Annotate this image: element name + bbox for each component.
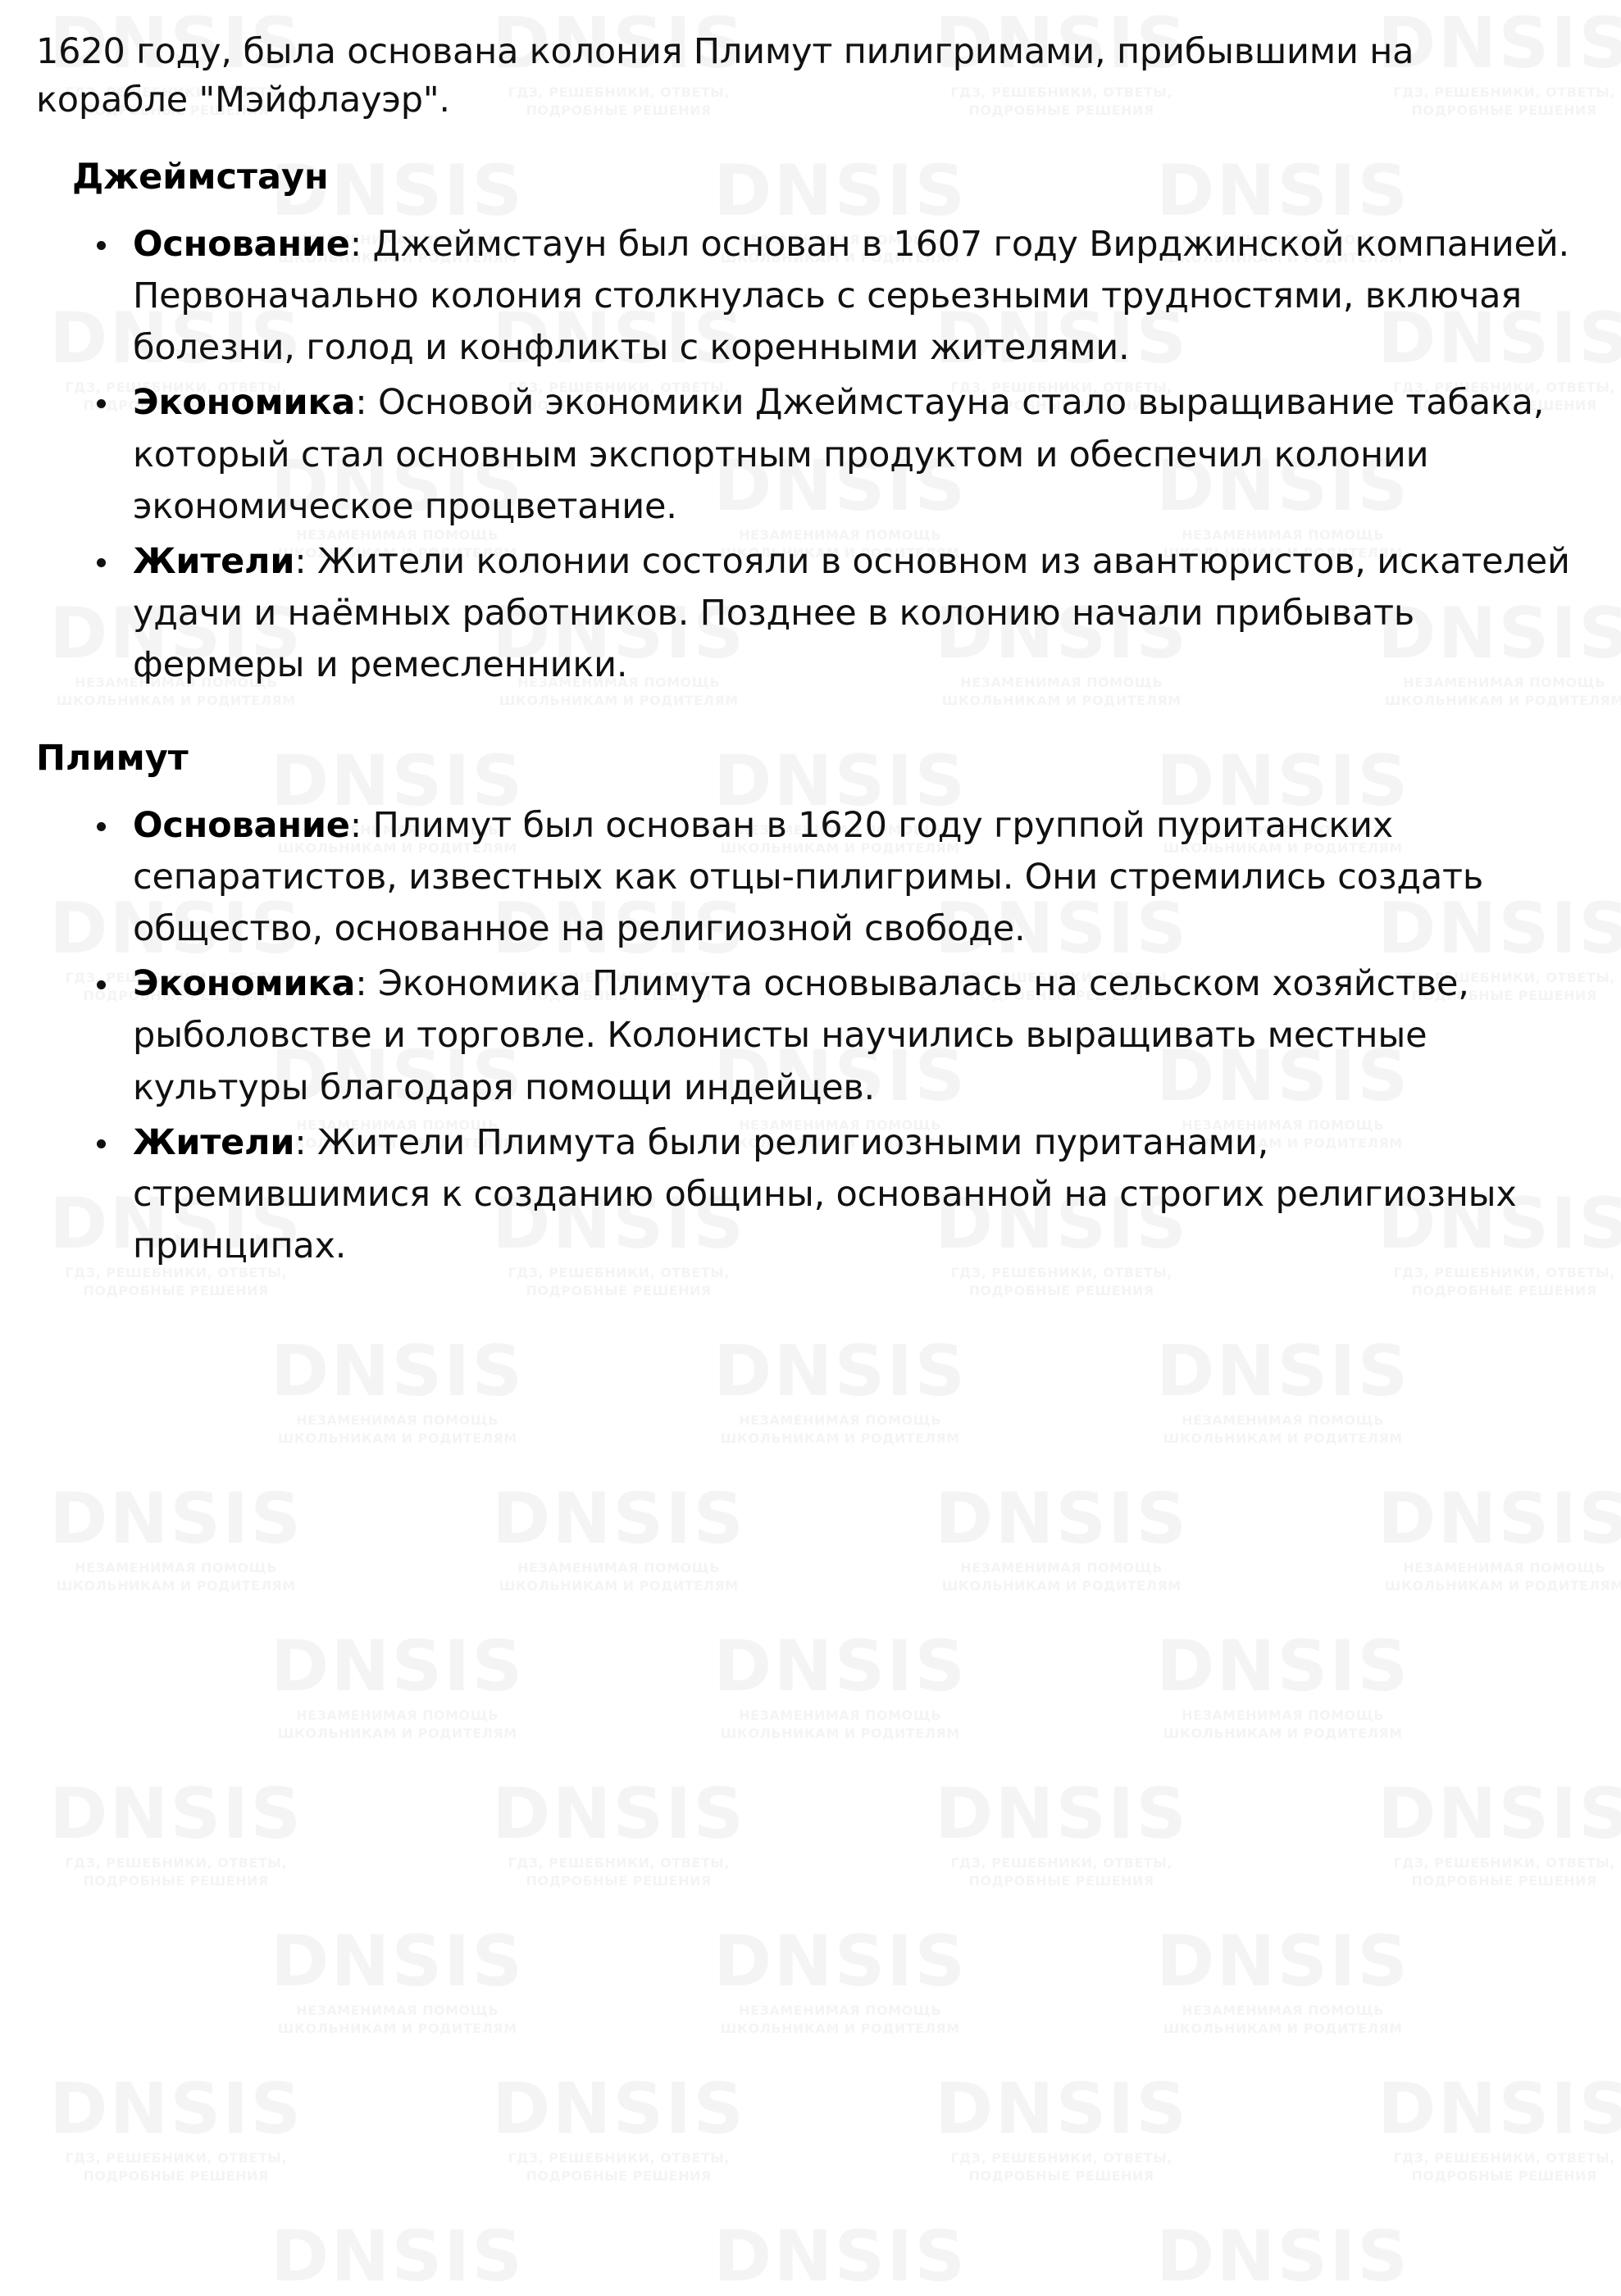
intro-paragraph: 1620 году, была основана колония Плимут пилигримами, прибывшими на корабле "Мэйфлауэр". xyxy=(36,31,1414,121)
list-item-text: : Жители колонии состояли в основном из авантюристов, искателей удачи и наёмных работников. Позднее в колонию начали прибывать фермеры и ремесленники. xyxy=(133,540,1570,686)
watermark-logo-text xyxy=(271,1631,524,1702)
watermark-tile xyxy=(49,1484,303,1594)
watermark-logo-text xyxy=(1156,1336,1409,1407)
watermark-logo-text xyxy=(49,2074,303,2144)
watermark-tile xyxy=(49,1779,303,1889)
watermark-tile xyxy=(1156,1631,1409,1742)
watermark-tile xyxy=(271,1336,524,1447)
list-item xyxy=(74,1117,1572,1273)
watermark-subtitle xyxy=(492,1559,745,1594)
watermark-subtitle xyxy=(271,2002,524,2037)
list-item xyxy=(74,800,1572,956)
watermark-tile xyxy=(1156,1336,1409,1447)
watermark-logo-text xyxy=(49,1484,303,1554)
watermark-tile xyxy=(1156,2221,1409,2296)
watermark-subtitle xyxy=(492,1854,745,1889)
watermark-subtitle xyxy=(935,1854,1188,1889)
watermark-subtitle xyxy=(935,1559,1188,1594)
watermark-subtitle xyxy=(1377,2149,1621,2185)
watermark-logo-text xyxy=(1377,1779,1621,1849)
list-item-label: Жители xyxy=(133,1121,295,1163)
watermark-tile xyxy=(935,1779,1188,1889)
watermark-subtitle xyxy=(1156,1412,1409,1447)
list-item-text: : Плимут был основан в 1620 году группой пуританских сепаратистов, известных как отцы-пилигримы. Они стремились создать общество, основанное на религиозной свободе. xyxy=(133,804,1484,949)
watermark-logo-text xyxy=(49,1779,303,1849)
section-heading-plymouth: Плимут xyxy=(36,737,189,779)
watermark-logo-text xyxy=(271,2221,524,2292)
watermark-tile xyxy=(1377,1779,1621,1889)
watermark-logo-text xyxy=(713,1631,967,1702)
watermark-subtitle xyxy=(713,1412,967,1447)
watermark-subtitle xyxy=(713,1707,967,1742)
watermark-logo-text xyxy=(935,1484,1188,1554)
watermark-subtitle xyxy=(271,1412,524,1447)
bullet-list-plymouth xyxy=(74,800,1572,1273)
watermark-subtitle xyxy=(1156,2002,1409,2037)
list-item xyxy=(74,536,1572,692)
list-item-text: : Основой экономики Джеймстауна стало выращивание табака, который стал основным экспортным продуктом и обеспечил колонии экономическое процветание. xyxy=(133,382,1545,527)
watermark-logo-text xyxy=(1377,1484,1621,1554)
watermark-tile xyxy=(492,1779,745,1889)
watermark-tile xyxy=(1156,1926,1409,2037)
watermark-tile xyxy=(271,2221,524,2296)
list-item-label: Основание xyxy=(133,804,350,846)
watermark-logo-text xyxy=(1156,1926,1409,1997)
watermark-tile xyxy=(49,2074,303,2185)
list-item-text: : Жители Плимута были религиозными пуританами, стремившимися к созданию общины, основанной на строгих религиозных принципах. xyxy=(133,1121,1517,1267)
watermark-logo-text xyxy=(713,1336,967,1407)
watermark-logo-text xyxy=(713,1926,967,1997)
watermark-subtitle xyxy=(1156,1707,1409,1742)
watermark-subtitle xyxy=(713,2002,967,2037)
watermark-logo-text xyxy=(935,1779,1188,1849)
watermark-subtitle xyxy=(492,2149,745,2185)
watermark-logo-text xyxy=(492,1779,745,1849)
watermark-logo-text xyxy=(713,2221,967,2292)
list-item-label: Экономика xyxy=(133,382,356,424)
watermark-subtitle xyxy=(1377,1559,1621,1594)
watermark-subtitle xyxy=(1377,1854,1621,1889)
watermark-logo-text xyxy=(1156,2221,1409,2292)
list-item-label: Экономика xyxy=(133,963,356,1005)
watermark-logo-text xyxy=(492,2074,745,2144)
watermark-logo-text xyxy=(492,1484,745,1554)
watermark-tile xyxy=(935,2074,1188,2185)
watermark-logo-text xyxy=(1156,1631,1409,1702)
list-item-text: : Экономика Плимута основывалась на сельском хозяйстве, рыболовстве и торговле. Колонисты научились выращивать местные культуры благодаря помощи индейцев. xyxy=(133,963,1469,1108)
watermark-tile xyxy=(713,1926,967,2037)
list-item xyxy=(74,219,1572,375)
watermark-tile xyxy=(492,1484,745,1594)
section-heading-jamestown: Джеймстаун xyxy=(72,156,329,198)
bullet-list-jamestown xyxy=(74,219,1572,692)
watermark-logo-text xyxy=(271,1336,524,1407)
watermark-tile xyxy=(492,2074,745,2185)
list-item xyxy=(74,377,1572,533)
watermark-subtitle xyxy=(49,1854,303,1889)
list-item xyxy=(74,958,1572,1114)
watermark-tile xyxy=(271,1631,524,1742)
watermark-tile xyxy=(935,1484,1188,1594)
watermark-logo-text xyxy=(1377,2074,1621,2144)
watermark-tile xyxy=(713,1336,967,1447)
list-item-text: : Джеймстаун был основан в 1607 году Вирджинской компанией. Первоначально колония столкнулась с серьезными трудностями, включая болезни, голод и конфликты с коренными жителями. xyxy=(133,223,1569,369)
watermark-tile xyxy=(1377,2074,1621,2185)
watermark-subtitle xyxy=(49,1559,303,1594)
watermark-subtitle xyxy=(271,1707,524,1742)
watermark-tile xyxy=(1377,1484,1621,1594)
watermark-logo-text xyxy=(271,1926,524,1997)
watermark-tile xyxy=(271,1926,524,2037)
watermark-tile xyxy=(713,2221,967,2296)
section-spacer xyxy=(36,720,1572,734)
watermark-logo-text xyxy=(935,2074,1188,2144)
watermark-subtitle xyxy=(935,2149,1188,2185)
list-item-label: Жители xyxy=(133,540,295,582)
list-item-label: Основание xyxy=(133,223,350,265)
watermark-subtitle xyxy=(49,2149,303,2185)
watermark-tile xyxy=(713,1631,967,1742)
